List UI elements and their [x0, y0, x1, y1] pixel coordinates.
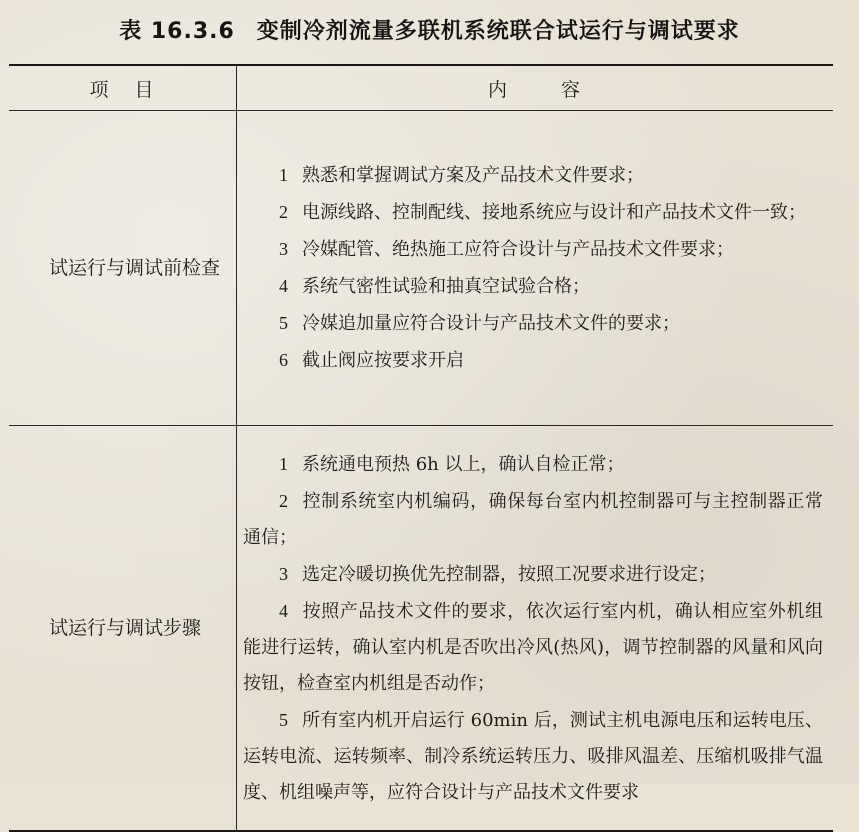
line-text: 熟悉和掌握调试方案及产品技术文件要求； [302, 165, 644, 186]
content-line [243, 483, 823, 556]
row-content-cell [237, 426, 834, 832]
content-line [243, 446, 823, 483]
line-text: 电源线路、控制配线、接地系统应与设计和产品技术文件一致； [302, 202, 806, 223]
line-number: 6 [279, 350, 288, 370]
header-content [237, 65, 834, 111]
line-number: 1 [279, 165, 288, 185]
line-number: 5 [279, 709, 288, 730]
content-line [243, 593, 823, 702]
table-caption [0, 14, 859, 45]
line-text: 冷媒追加量应符合设计与产品技术文件的要求； [302, 313, 680, 334]
line-number: 3 [279, 239, 288, 259]
table-row [9, 111, 833, 426]
header-item-label: 项 目 [89, 78, 156, 101]
header-item [9, 65, 237, 111]
line-text: 选定冷暖切换优先控制器，按照工况要求进行设定； [302, 563, 716, 585]
line-number: 4 [279, 276, 288, 296]
line-number: 3 [279, 563, 288, 584]
line-text: 按照产品技术文件的要求，依次运行室内机，确认相应室外机组能进行运转，确认室内机是否吹出冷风(热风)，调节控制器的风量和风向按钮，检查室内机组是否动作； [243, 600, 823, 694]
row-item-label: 试运行与调试前检查 [49, 257, 221, 279]
row-item-label: 试运行与调试步骤 [49, 617, 202, 639]
content-line [243, 194, 823, 231]
table-number: 表 16.3.6 [119, 19, 235, 44]
content-line [243, 342, 823, 379]
content-line [243, 556, 823, 593]
content-line [243, 305, 823, 342]
content-line [243, 268, 823, 305]
line-number: 4 [279, 600, 288, 621]
row-content-cell [237, 111, 834, 426]
line-text: 控制系统室内机编码，确保每台室内机控制器可与主控制器正常通信； [243, 490, 823, 548]
header-content-label: 内 容 [487, 78, 583, 101]
line-text: 系统气密性试验和抽真空试验合格； [302, 276, 590, 297]
line-number: 1 [279, 453, 288, 474]
table-title: 变制冷剂流量多联机系统联合试运行与调试要求 [256, 19, 740, 44]
line-text: 系统通电预热 6h 以上，确认自检正常； [302, 453, 625, 475]
table-header-row [9, 65, 833, 111]
row-item-cell [9, 426, 237, 832]
line-text: 冷媒配管、绝热施工应符合设计与产品技术文件要求； [302, 239, 734, 260]
table-row [9, 426, 833, 832]
line-text: 所有室内机开启运行 60min 后，测试主机电源电压和运转电压、运转电流、运转频率、制冷系统运转压力、吸排风温差、压缩机吸排气温度、机组噪声等，应符合设计与产品技术文件要求 [243, 709, 823, 803]
line-text: 截止阀应按要求开启 [302, 350, 464, 371]
content-line [243, 157, 823, 194]
content-line [243, 702, 823, 811]
requirements-table [9, 64, 833, 832]
content-line [243, 231, 823, 268]
line-number: 2 [279, 490, 288, 511]
row-item-cell [9, 111, 237, 426]
line-number: 2 [279, 202, 288, 222]
line-number: 5 [279, 313, 288, 333]
